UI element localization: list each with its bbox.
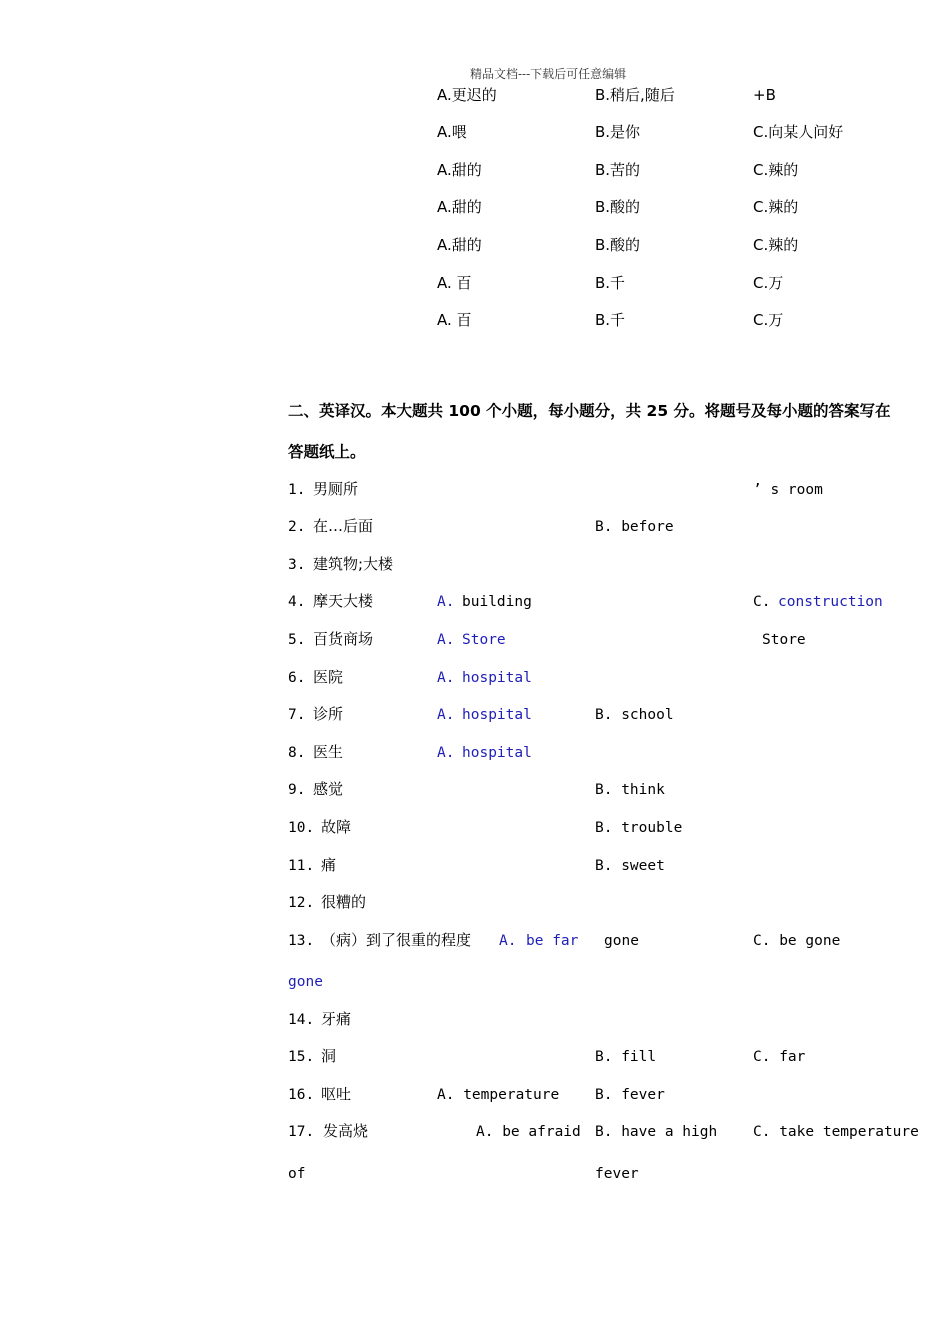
question-chinese: 发高烧 bbox=[323, 1122, 369, 1140]
question-chinese: 医院 bbox=[313, 668, 344, 686]
option-b: B.千 bbox=[595, 311, 626, 329]
option-c: Store bbox=[762, 632, 806, 648]
option-c-text: construction bbox=[778, 594, 883, 610]
option-b: B. fill bbox=[595, 1049, 657, 1065]
question-number: 17. bbox=[288, 1124, 315, 1140]
question-number: 3. bbox=[288, 557, 306, 573]
option-c-letter: C. bbox=[753, 594, 771, 610]
option-a-text: hospital bbox=[462, 670, 532, 686]
option-b: B.苦的 bbox=[595, 161, 641, 179]
question-number: 13. bbox=[288, 933, 315, 949]
option-c: C.辣的 bbox=[753, 198, 799, 216]
option-a-letter: A. bbox=[437, 632, 455, 648]
option-a-wrap: gone bbox=[288, 974, 323, 990]
question-chinese: 感觉 bbox=[313, 780, 344, 798]
question-chinese: 诊所 bbox=[313, 705, 344, 723]
option-a-letter: A. bbox=[499, 933, 517, 949]
option-a: A. 百 bbox=[437, 274, 472, 292]
option-a: A.喂 bbox=[437, 123, 467, 141]
option-a: A.甜的 bbox=[437, 161, 482, 179]
option-a-continuation: gone bbox=[604, 933, 639, 949]
option-c: C.辣的 bbox=[753, 236, 799, 254]
option-a-wrap: of bbox=[288, 1166, 306, 1182]
option-b: B. sweet bbox=[595, 858, 665, 874]
question-number: 4. bbox=[288, 594, 306, 610]
question-chinese: 很糟的 bbox=[321, 893, 367, 911]
question-chinese: 建筑物;大楼 bbox=[313, 555, 394, 573]
question-number: 15. bbox=[288, 1049, 315, 1065]
question-chinese: 医生 bbox=[313, 743, 344, 761]
question-number: 5. bbox=[288, 632, 306, 648]
option-b: B. school bbox=[595, 707, 674, 723]
question-number: 9. bbox=[288, 782, 306, 798]
option-a: A. temperature bbox=[437, 1087, 560, 1103]
option-a-text: be far bbox=[526, 933, 579, 949]
question-chinese: 在…后面 bbox=[313, 517, 374, 535]
question-chinese: 故障 bbox=[321, 818, 352, 836]
question-chinese: 牙痛 bbox=[321, 1010, 352, 1028]
option-a-letter: A. bbox=[437, 670, 455, 686]
option-a: A. be afraid bbox=[476, 1124, 581, 1140]
question-number: 16. bbox=[288, 1087, 315, 1103]
option-a-letter: A. bbox=[437, 745, 455, 761]
section-title: 二、英译汉。本大题共 100 个小题，每小题分，共 25 分。将题号及每小题的答案写在 bbox=[288, 402, 891, 420]
option-b-wrap: fever bbox=[595, 1166, 639, 1182]
section-title-continued: 答题纸上。 bbox=[288, 443, 366, 461]
question-chinese: 摩天大楼 bbox=[313, 592, 374, 610]
option-b: B. think bbox=[595, 782, 665, 798]
option-c: C.辣的 bbox=[753, 161, 799, 179]
option-b: B.稍后,随后 bbox=[595, 86, 675, 104]
option-c: C. far bbox=[753, 1049, 806, 1065]
option-a-text: hospital bbox=[462, 745, 532, 761]
option-a-letter: A. bbox=[437, 707, 455, 723]
option-a-text: Store bbox=[462, 632, 506, 648]
option-b: B.是你 bbox=[595, 123, 641, 141]
question-chinese: 洞 bbox=[321, 1047, 337, 1065]
option-b: B. trouble bbox=[595, 820, 683, 836]
question-number: 2. bbox=[288, 519, 306, 535]
option-c: C.向某人问好 bbox=[753, 123, 844, 141]
option-c: C. be gone bbox=[753, 933, 841, 949]
option-c: C.万 bbox=[753, 274, 784, 292]
option-a: A.甜的 bbox=[437, 198, 482, 216]
question-number: 12. bbox=[288, 895, 315, 911]
question-number: 10. bbox=[288, 820, 315, 836]
option-b: B. before bbox=[595, 519, 674, 535]
question-chinese: 呕吐 bbox=[321, 1085, 352, 1103]
option-b: B.酸的 bbox=[595, 198, 641, 216]
option-b: B.酸的 bbox=[595, 236, 641, 254]
option-c: ’ s room bbox=[753, 482, 823, 498]
question-number: 8. bbox=[288, 745, 306, 761]
option-c: +B bbox=[753, 86, 776, 104]
option-a: A. 百 bbox=[437, 311, 472, 329]
option-b: B. fever bbox=[595, 1087, 665, 1103]
option-a: A.更迟的 bbox=[437, 86, 497, 104]
option-a-text: building bbox=[462, 594, 532, 610]
question-chinese: 痛 bbox=[321, 856, 337, 874]
question-number: 6. bbox=[288, 670, 306, 686]
option-c: C. take temperature bbox=[753, 1124, 919, 1140]
question-number: 7. bbox=[288, 707, 306, 723]
question-number: 1. bbox=[288, 482, 306, 498]
option-b: B. have a high bbox=[595, 1124, 718, 1140]
option-b: B.千 bbox=[595, 274, 626, 292]
option-c: C.万 bbox=[753, 311, 784, 329]
option-a: A.甜的 bbox=[437, 236, 482, 254]
question-number: 11. bbox=[288, 858, 315, 874]
question-chinese: （病）到了很重的程度 bbox=[321, 931, 472, 949]
document-header-note: 精品文档---下载后可任意编辑 bbox=[470, 67, 627, 81]
question-chinese: 男厕所 bbox=[313, 480, 359, 498]
question-chinese: 百货商场 bbox=[313, 630, 374, 648]
option-a-text: hospital bbox=[462, 707, 532, 723]
option-a-letter: A. bbox=[437, 594, 455, 610]
question-number: 14. bbox=[288, 1012, 315, 1028]
